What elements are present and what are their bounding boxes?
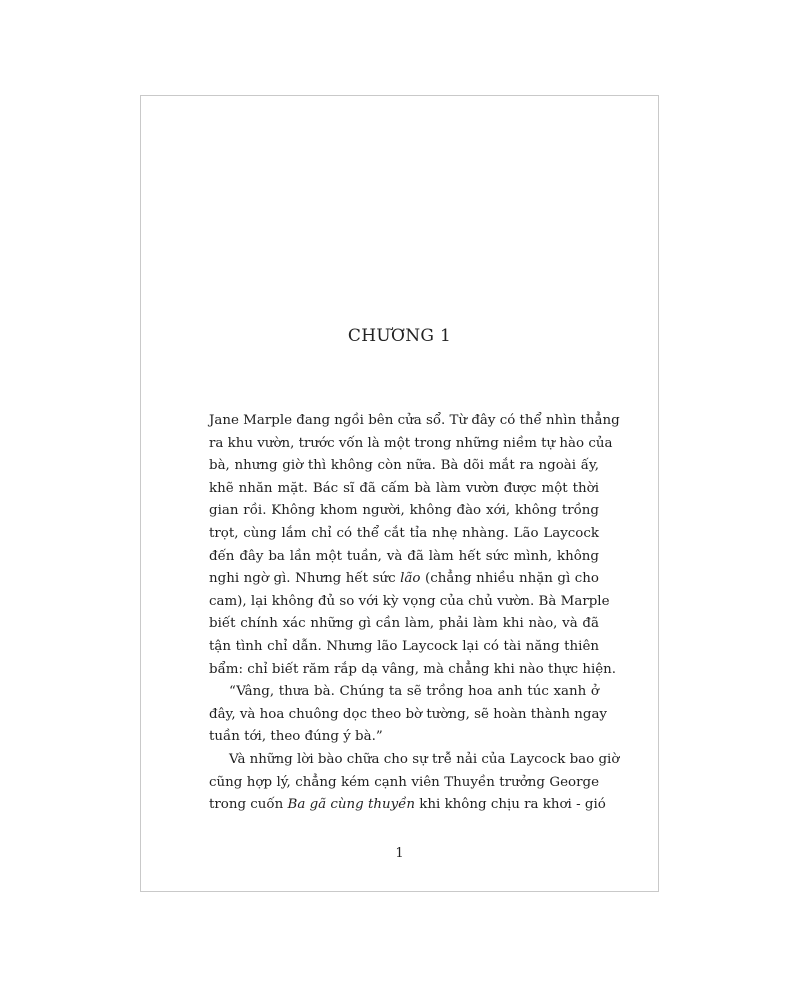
text-line xyxy=(209,568,599,591)
text-line xyxy=(209,433,613,456)
text-line xyxy=(209,794,606,817)
text-line xyxy=(209,772,599,795)
text-segment: trọt, cùng lắm chỉ có thể cắt tỉa nhẹ nhàng. Lão Laycock xyxy=(209,525,599,541)
text-line xyxy=(209,500,599,523)
text-line xyxy=(209,749,620,772)
text-line xyxy=(209,659,617,682)
text-segment: Và những lời bào chữa cho sự trễ nải của Laycock bao giờ xyxy=(229,751,620,767)
text-segment: khi không chịu ra khơi - gió xyxy=(415,797,606,813)
text-line xyxy=(209,591,610,614)
chapter-body xyxy=(209,410,620,817)
text-segment: bà, nhưng giờ thì không còn nữa. Bà dõi mắt ra ngoài ấy, xyxy=(209,458,599,474)
text-segment: tận tình chỉ dẫn. Nhưng lão Laycock lại có tài năng thiên xyxy=(209,638,599,654)
text-segment: bẩm: chỉ biết răm rắp dạ vâng, mà chẳng khi nào thực hiện. xyxy=(209,661,617,677)
text-segment: tuần tới, theo đúng ý bà.” xyxy=(209,729,383,745)
text-line xyxy=(209,636,599,659)
text-line xyxy=(209,613,599,636)
text-segment: ra khu vườn, trước vốn là một trong những niềm tự hào của xyxy=(209,435,613,451)
italic-text: Ba gã cùng thuyền xyxy=(287,797,416,813)
text-line xyxy=(209,410,620,433)
text-segment: trong cuốn xyxy=(209,797,288,813)
text-line xyxy=(209,478,599,501)
text-line xyxy=(209,546,599,569)
text-line xyxy=(209,455,599,478)
text-segment: “Vâng, thưa bà. Chúng ta sẽ trồng hoa anh túc xanh ở xyxy=(229,684,599,700)
italic-text: lão xyxy=(400,571,421,587)
text-line xyxy=(209,704,607,727)
text-segment: đến đây ba lần một tuần, và đã làm hết sức mình, không xyxy=(209,548,599,564)
text-segment: cam), lại không đủ so với kỳ vọng của chủ vườn. Bà Marple xyxy=(209,593,610,609)
text-line xyxy=(209,681,599,704)
text-line xyxy=(209,726,599,749)
text-segment: Jane Marple đang ngồi bên cửa sổ. Từ đây có thể nhìn thẳng xyxy=(209,413,620,428)
text-segment: cũng hợp lý, chẳng kém cạnh viên Thuyền trưởng George xyxy=(209,774,599,790)
text-segment: gian rồi. Không khom người, không đào xới, không trồng xyxy=(209,503,599,519)
text-segment: đây, và hoa chuông dọc theo bờ tường, sẽ hoàn thành ngay xyxy=(209,706,607,722)
text-segment: nghi ngờ gì. Nhưng hết sức xyxy=(209,571,401,587)
text-segment: biết chính xác những gì cần làm, phải làm khi nào, và đã xyxy=(209,616,599,632)
page-number: 1 xyxy=(395,846,404,861)
book-page xyxy=(140,95,659,892)
text-segment: (chẳng nhiều nhặn gì cho xyxy=(420,571,599,587)
text-line xyxy=(209,523,599,546)
text-segment: khẽ nhăn mặt. Bác sĩ đã cấm bà làm vườn được một thời xyxy=(209,480,599,496)
chapter-title: CHƯƠNG 1 xyxy=(347,326,452,346)
